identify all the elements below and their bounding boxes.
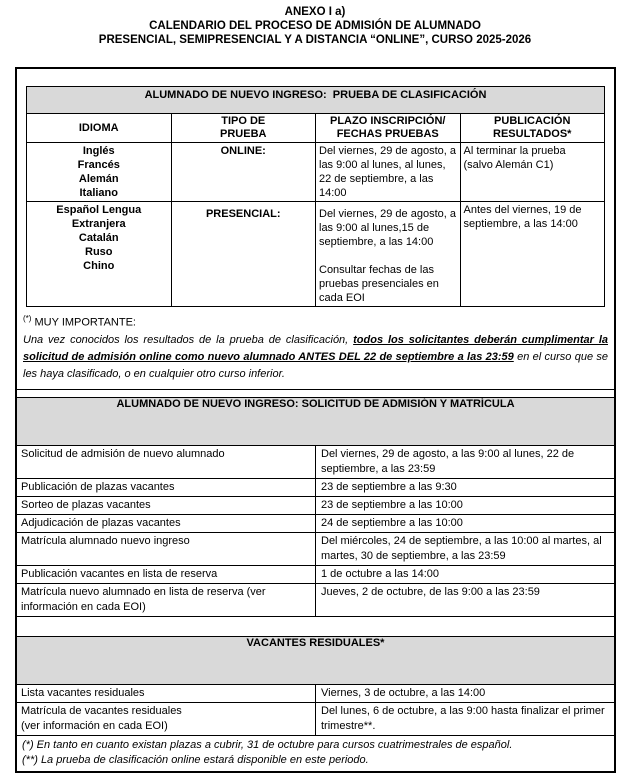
table-row (16, 684, 615, 702)
residual-value: Del lunes, 6 de octubre, a las 9:00 hasta finalizar el primer trimestre**. (316, 702, 616, 735)
footnotes-row (16, 735, 615, 772)
residual-header-row (16, 636, 615, 684)
col-header-idioma: IDIOMA (27, 114, 172, 143)
residual-value: Viernes, 3 de octubre, a las 14:00 (316, 684, 616, 702)
table-row (16, 445, 615, 478)
cell-plazo-presencial: Del viernes, 29 de agosto, a las 9:00 al lunes,15 de septiembre, a las 14:00 Consultar fechas de las pruebas presenciales en cada EOI (316, 202, 461, 307)
admission-value: 24 de septiembre a las 10:00 (316, 514, 616, 532)
cell-tipo-presencial: PRESENCIAL: (171, 202, 316, 307)
admission-value: Jueves, 2 de octubre, de las 9:00 a las 23:59 (316, 583, 616, 616)
document-title (0, 0, 630, 47)
admission-label: Sorteo de plazas vacantes (16, 496, 316, 514)
footnotes (16, 735, 615, 772)
table-row (16, 514, 615, 532)
admission-label: Publicación de plazas vacantes (16, 478, 316, 496)
classification-section-cell (16, 68, 615, 389)
cell-publicacion-presencial: Antes del viernes, 19 de septiembre, a las 14:00 (460, 202, 605, 307)
table-row (16, 583, 615, 616)
table-row (16, 532, 615, 565)
important-note (23, 310, 608, 383)
admission-label: Adjudicación de plazas vacantes (16, 514, 316, 532)
cell-idiomas-online: Inglés Francés Alemán Italiano (27, 143, 172, 202)
section-header-residual: VACANTES RESIDUALES* (16, 636, 615, 684)
col-header-tipo-de-prueba: TIPO DE PRUEBA (171, 114, 316, 143)
note-marker: (*) (23, 314, 32, 323)
spacer-row (16, 616, 615, 636)
admission-value: Del viernes, 29 de agosto, a las 9:00 al lunes, 22 de septiembre, a las 23:59 (316, 445, 616, 478)
admission-label: Publicación vacantes en lista de reserva (16, 565, 316, 583)
classification-header-row (27, 87, 605, 114)
cell-plazo-online: Del viernes, 29 de agosto, a las 9:00 al lunes, al lunes, 22 de septiembre, a las 14:00 (316, 143, 461, 202)
footnote-asterisk: (*) En tanto en cuanto existan plazas a cubrir, 31 de octubre para cursos cuatrimestrales de español. (22, 738, 513, 751)
cell-publicacion-online: Al terminar la prueba (salvo Alemán C1) (460, 143, 605, 202)
admission-value: 1 de octubre a las 14:00 (316, 565, 616, 583)
title-line-sub: PRESENCIAL, SEMIPRESENCIAL Y A DISTANCIA “ONLINE”, CURSO 2025-2026 (98, 34, 532, 46)
admission-label: Solicitud de admisión de nuevo alumnado (16, 445, 316, 478)
title-line-main: CALENDARIO DEL PROCESO DE ADMISIÓN DE ALUMNADO (149, 20, 481, 32)
admission-label: Matrícula alumnado nuevo ingreso (16, 532, 316, 565)
admission-header-row (16, 397, 615, 445)
table-row (16, 702, 615, 735)
calendar-outer-table (15, 67, 616, 773)
cell-idiomas-presencial: Español Lengua Extranjera Catalán Ruso Chino (27, 202, 172, 307)
classification-column-header-row (27, 114, 605, 143)
col-header-plazo-inscripcion: PLAZO INSCRIPCIÓN/ FECHAS PRUEBAS (316, 114, 461, 143)
table-row (16, 478, 615, 496)
footnote-double-asterisk: (**) La prueba de clasificación online estará disponible en este periodo. (22, 753, 369, 766)
important-note-heading: (*) MUY IMPORTANTE: (23, 314, 136, 329)
classification-section-row (16, 68, 615, 389)
admission-value: 23 de septiembre a las 9:30 (316, 478, 616, 496)
section-header-admission: ALUMNADO DE NUEVO INGRESO: SOLICITUD DE ADMISIÓN Y MATRÍCULA (16, 397, 615, 445)
classification-row-presencial (27, 202, 605, 307)
section-header-classification: ALUMNADO DE NUEVO INGRESO: PRUEBA DE CLASIFICACIÓN (27, 87, 605, 114)
title-line-annex: ANEXO I a) (284, 6, 346, 18)
admission-label: Matrícula nuevo alumnado en lista de reserva (ver información en cada EOI) (16, 583, 316, 616)
cell-tipo-online: ONLINE: (171, 143, 316, 202)
note-emphasis: todos los solicitantes deberán cumplimentar la solicitud de admisión online como nuevo alumnado ANTES DEL 22 de septiembre a las 23:59 (23, 333, 608, 363)
residual-label: Matrícula de vacantes residuales (ver información en cada EOI) (16, 702, 316, 735)
table-row (16, 496, 615, 514)
classification-table (26, 86, 605, 307)
residual-label: Lista vacantes residuales (16, 684, 316, 702)
table-row (16, 565, 615, 583)
col-header-publicacion-resultados: PUBLICACIÓN RESULTADOS* (460, 114, 605, 143)
important-note-body: Una vez conocidos los resultados de la prueba de clasificación, todos los solicitantes deberán cumplimentar la solicitud de admisión online como nuevo alumnado ANTES DEL 22 de septiembre a las 23:59 en el curso que se les haya clasificado, o en cualquier otro curso inferior. (23, 333, 608, 380)
admission-value: Del miércoles, 24 de septiembre, a las 10:00 al martes, al martes, 30 de septiembre, a las 23:59 (316, 532, 616, 565)
admission-value: 23 de septiembre a las 10:00 (316, 496, 616, 514)
spacer-row (16, 389, 615, 397)
classification-row-online (27, 143, 605, 202)
